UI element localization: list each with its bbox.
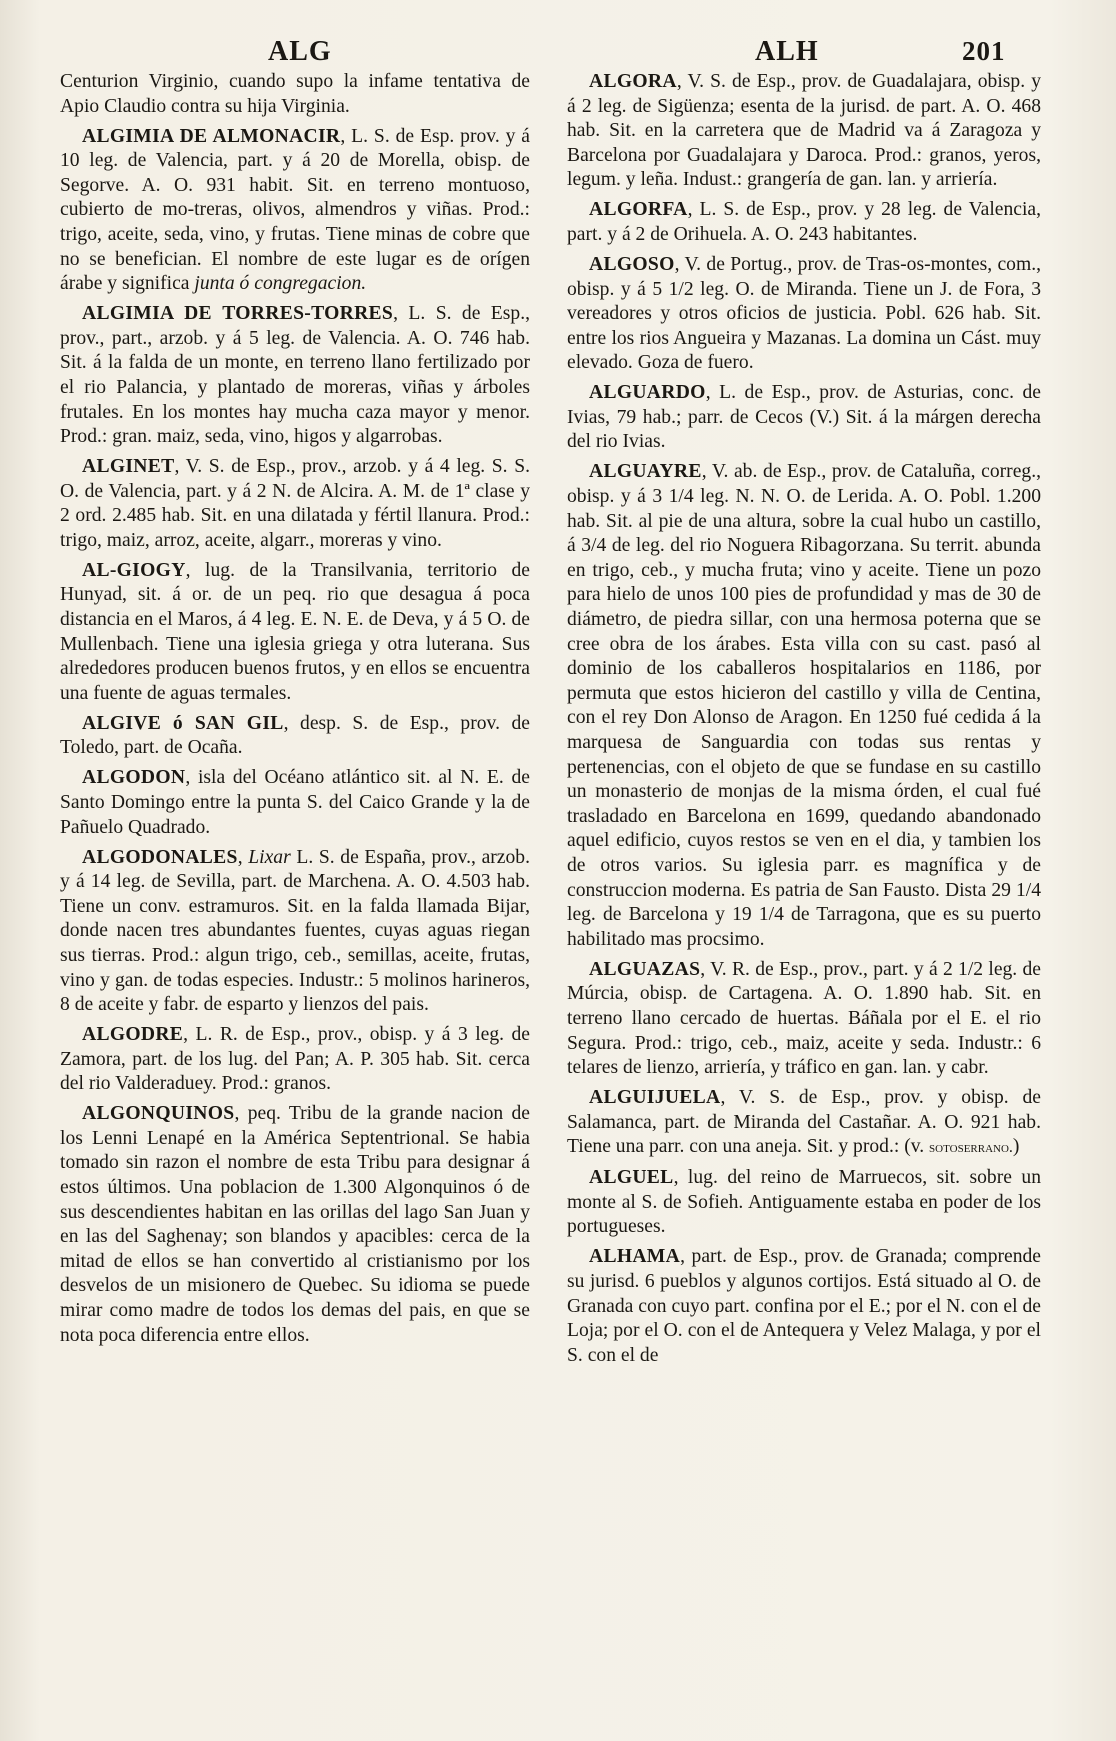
entry-text: , [237,846,249,868]
left-column [60,70,530,1354]
headword: ALGUARDO [589,382,706,404]
entry-alguazas [567,958,1041,1081]
header-left-guide-word: ALG [268,36,332,67]
entry-text: , V. ab. de Esp., prov. de Cataluña, correg., obisp. y á 3 1/4 leg. N. N. O. de Lerida. A. O. Pobl. 1.200 hab. Sit. al pie de una altura, sobre la cual hubo un castillo, á 3/4 de leg. del rio Noguera Ribagorzana. Su territ. abunda en trigo, ceb., y mucha fruta; vino y aceite. Tiene un pozo para hielo de unos 100 pies de profundidad y mas de 30 de diámetro, de piedra sillar, con una hermosa poterna que se cree obra de los árabes. Esta villa con su cast. pasó al dominio de los caballeros hospitalarios en 1186, por permuta que estos hicieron del castillo y villa de Centina, con el rey Don Alonso de Aragon. En 1250 fué cedida á la marquesa de Sanguardia con todas sus rentas y pertenencias, con el objeto de que se fundase en su castillo un monasterio de monjas de la misma órden, el cual fué trasladado en Barcelona en 1699, quedando abandonado aquel edificio, cuyos restos se ven en el dia, y tambien los de otros varios. Su iglesia parr. es magnífica y de construccion moderna. Es patria de San Fausto. Dista 29 1/4 leg. de Barcelona y 19 1/4 de Tarragona, que es su puerto habilitado mas procsimo. [567,461,1041,950]
entry-text: , peq. Tribu de la grande nacion de los Lenni Lenapé en la América Septentrional. Se habia tomado sin razon el nombre de esta Tribu para designar á estos últimos. Una poblacion de 1.300 Algonquinos ó de sus descendientes habitan en las orillas del lago San Juan y en las del Saghenay; son blandos y apacibles: cerca de la mitad de ellos se han convertido al cristianismo por los desvelos de un misionero de Quebec. Su idioma se puede mirar como madre de todos los demas del pais, en que se nota poca diferencia entre ellos. [60,1103,530,1346]
entry-continuation [60,70,530,119]
entry-text: , V. S. de Esp., prov. de Guadalajara, obisp. y á 2 leg. de Sigüenza; esenta de la jurisd. de part. A. O. 468 hab. Sit. en la carretera que de Madrid va á Zaragoza y Barcelona por Guadalajara y Daroca. Prod.: granos, yeros, legum. y leña. Indust.: grangería de gan. lan. y arriería. [567,71,1041,191]
entry-algodre [60,1023,530,1097]
headword: AL-GIOGY [82,559,186,581]
entry-algimia-de-torres-torres [60,302,530,450]
headword: ALHAMA [589,1246,681,1268]
entry-text: , lug. de la Transilvania, territorio de Hunyad, sit. á or. de un peq. rio que desagua á poca distancia en el Maros, á 4 leg. E. N. E. de Deva, y á 5 O. de Mullenbach. Tiene una iglesia griega y otra luterana. Sus alrededores producen buenos frutos, y en ellos se encuentra una fuente de aguas termales. [60,559,530,704]
entry-alginet [60,455,530,553]
headword: ALGORA [589,71,677,92]
headword: ALGODRE [82,1024,184,1046]
right-column [567,70,1041,1374]
entry-text: , L. S. de Esp., prov. y 28 leg. de Valencia, part. y á 2 de Orihuela. A. O. 243 habitantes. [567,199,1041,245]
headword: ALGUAZAS [589,958,701,980]
headword: ALGODONALES [82,846,238,868]
entry-text: , L. S. de Esp. prov. y á 10 leg. de Valencia, part. y á 20 de Morella, obisp. de Segorve. A. O. 931 habit. Sit. en terreno montuoso, cubierto de mo-treras, olivos, almendros y viñas. Prod.: trigo, aceite, seda, vino, y frutas. Tiene minas de cobre que no se benefician. El nombre de este lugar es de orígen árabe y significa [60,125,530,295]
entry-algora [567,70,1041,193]
entry-alguel [567,1166,1041,1240]
entry-algive [60,712,530,761]
entry-algodon [60,766,530,840]
headword: ALGODON [82,767,186,789]
headword: ALGIVE ó SAN GIL [82,712,284,734]
entry-alguayre [567,460,1041,952]
entry-alhama [567,1245,1041,1368]
entry-al-giogy [60,559,530,707]
entry-alguardo [567,381,1041,455]
headword: ALGUIJUELA [589,1087,721,1109]
headword: ALGUAYRE [589,461,702,483]
entry-text: L. S. de España, prov., arzob. y á 14 leg. de Sevilla, part. de Marchena. A. O. 4.503 hab. Tiene un conv. estramuros. Sit. en la falda llamada Bijar, donde nacen tres abundantes fuentes, cuyas aguas riegan sus tierras. Prod.: algun trigo, ceb., semillas, aceite, frutas, vino y gan. de todas especies. Industr.: 5 molinos harineros, 8 de aceite y fabr. de esparto y lienzos del pais. [60,846,530,1016]
headword: ALGINET [82,456,175,478]
headword: ALGORFA [589,199,688,221]
entry-text: , L. R. de Esp., prov., obisp. y á 3 leg. de Zamora, part. de los lug. del Pan; A. P. 305 hab. Sit. cerca del rio Valderaduey. Prod.: granos. [60,1024,530,1095]
page-number: 201 [962,36,1006,66]
entry-text: junta ó congregacion. [194,273,367,295]
header-right-guide-word: ALH [755,36,819,67]
entry-algoso [567,253,1041,376]
entry-text: ) [1012,1136,1020,1158]
entry-text: , L. S. de Esp., prov., part., arzob. y á 5 leg. de Valencia. A. O. 746 hab. Sit. á la falda de un monte, en terreno llano fertilizado por el rio Palancia, y plantado de moreras, viñas y árboles frutales. En los montes hay mucha caza mayor y menor. Prod.: gran. maiz, seda, vino, higos y algarrobas. [60,303,530,448]
entry-algodonales [60,846,530,1018]
headword: ALGONQUINOS [82,1103,235,1125]
entry-text: Lixar [248,846,291,868]
entry-alguijuela [567,1086,1041,1161]
entry-text: Centurion Virginio, cuando supo la infame tentativa de Apio Claudio contra su hija Virginia. [60,71,530,117]
entry-text: , lug. del reino de Marruecos, sit. sobre un monte al S. de Sofieh. Antiguamente estaba en poder de los portugueses. [567,1167,1041,1238]
entry-algonquinos [60,1102,530,1348]
entry-algorfa [567,198,1041,247]
entry-text: , desp. S. de Esp., prov. de Toledo, part. de Ocaña. [60,712,530,759]
headword: ALGIMIA DE TORRES-TORRES [82,303,394,325]
entry-algimia-de-almonacir [60,125,530,297]
entry-text: , V. de Portug., prov. de Tras-os-montes, com., obisp. y á 5 1/2 leg. O. de Miranda. Tiene un J. de Fora, 3 vereadores y otros oficios de justicia. Pobl. 626 hab. Sit. entre los rios Angueira y Mazanas. La domina un Cást. muy elevado. Goza de fuero. [567,253,1041,374]
entry-text: , L. de Esp., prov. de Asturias, conc. de Ivias, 79 hab.; parr. de Cecos (V.) Sit. á la márgen derecha del rio Ivias. [567,382,1041,453]
entry-text: , V. S. de Esp., prov. y obisp. de Salamanca, part. de Miranda del Castañar. A. O. 921 hab. Tiene una parr. con una aneja. Sit. y prod.: (v. [567,1087,1041,1158]
headword: ALGIMIA DE ALMONACIR [82,125,341,147]
headword: ALGUEL [589,1167,674,1189]
entry-text: , V. R. de Esp., prov., part. y á 2 1/2 leg. de Múrcia, obisp. de Cartagena. A. O. 1.890 hab. Sit. en terreno llano cercado de huertas. Báñala por el E. el rio Segura. Prod.: trigo, ceb., maiz, aceite y seda. Industr.: 6 telares de lienzo, arriería, y tráfico en gan. lan. y cabr. [567,958,1041,1079]
headword: ALGOSO [589,253,675,275]
entry-text: sotoserrano. [929,1139,1013,1157]
entry-text: , isla del Océano atlántico sit. al N. E. de Santo Domingo entre la punta S. del Caico Grande y la de Pañuelo Quadrado. [60,767,530,838]
entry-text: , V. S. de Esp., prov., arzob. y á 4 leg. S. S. O. de Valencia, part. y á 2 N. de Alcira. A. M. de 1ª clase y 2 ord. 2.485 hab. Sit. en una dilatada y fértil llanura. Prod.: trigo, maiz, arroz, aceite, algarr., moreras y vino. [60,456,530,551]
entry-text: , part. de Esp., prov. de Granada; comprende su jurisd. 6 pueblos y algunos cortijos. Está situado al O. de Granada con cuyo part. confina por el E.; por el N. con el de Loja; por el O. con el de Antequera y Velez Malaga, y por el S. con el de [567,1246,1041,1366]
